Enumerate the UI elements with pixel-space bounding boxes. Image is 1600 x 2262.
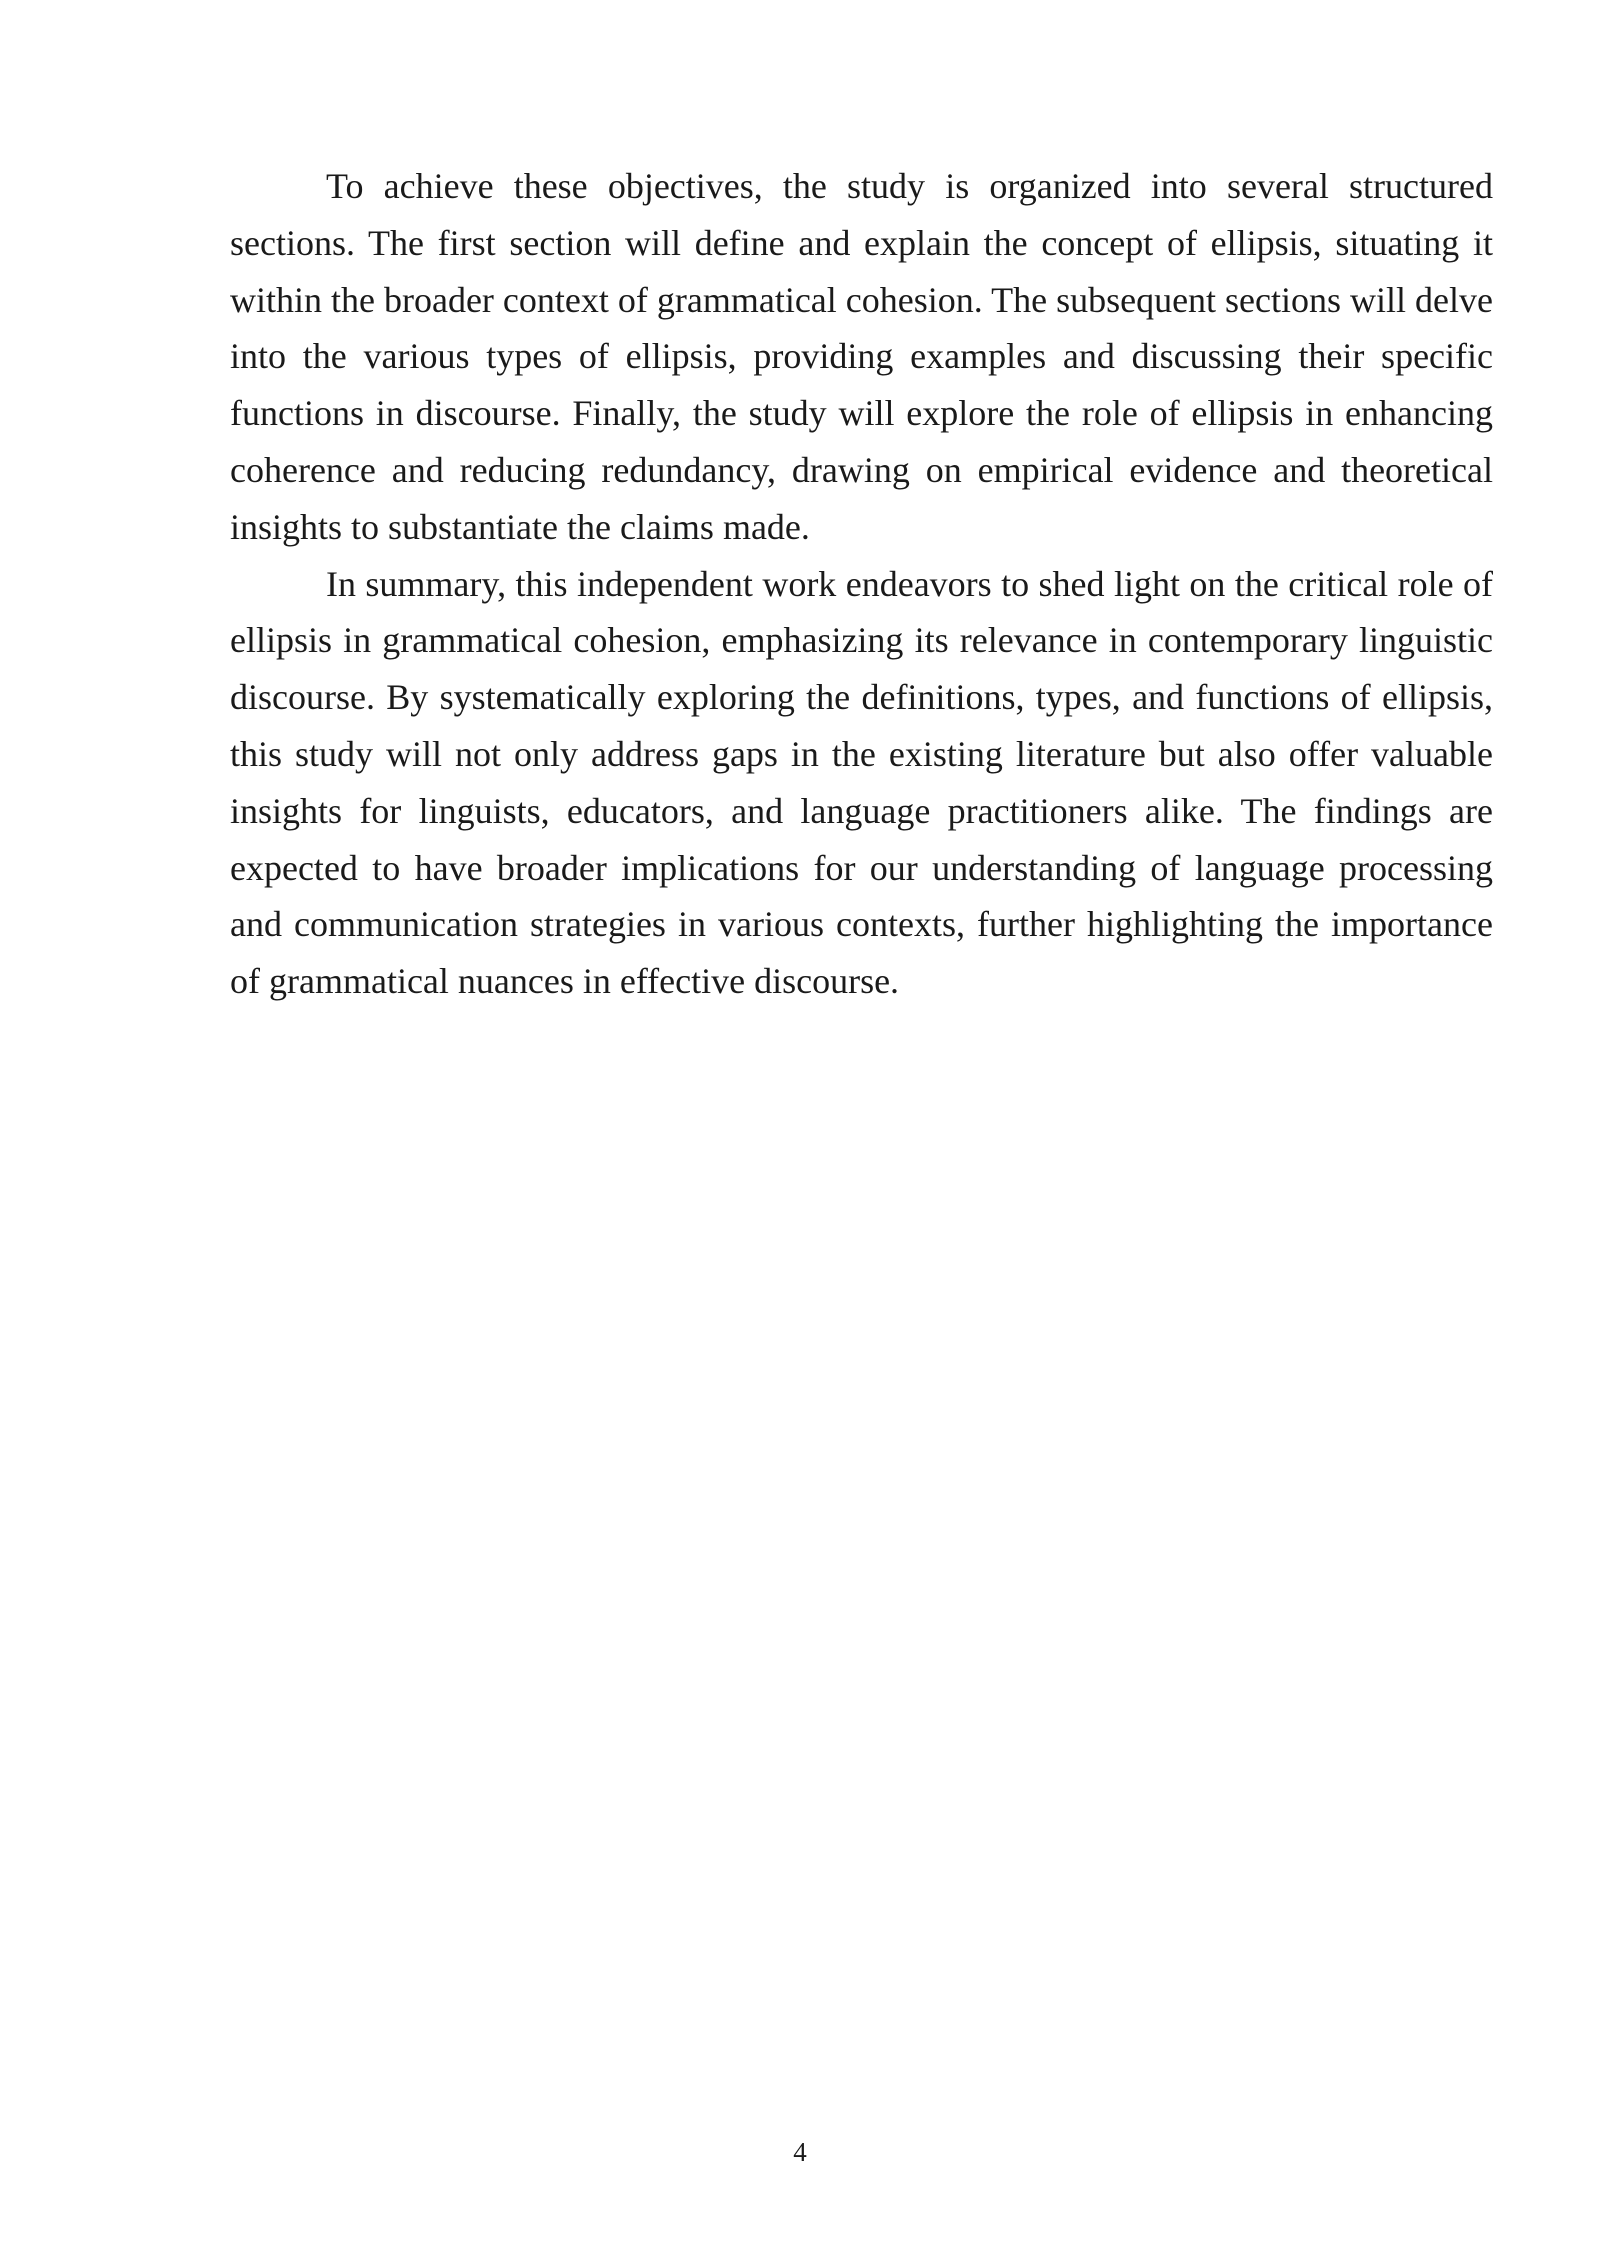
page-number: 4 <box>793 2137 807 2167</box>
paragraph-objectives: To achieve these objectives, the study is organized into several structured sections. The first section will define and explain the concept of ellipsis, situating it within the broader context of grammatical cohesion. The subsequent sections will delve into the various types of ellipsis, providing examples and discussing their specific functions in discourse. Finally, the study will explore the role of ellipsis in enhancing coherence and reducing redundancy, drawing on empirical evidence and theoretical insights to substantiate the claims made. <box>230 166 1493 547</box>
body-text <box>230 158 1493 1010</box>
paragraph-summary: In summary, this independent work endeavors to shed light on the critical role of ellipsis in grammatical cohesion, emphasizing its relevance in contemporary linguistic discourse. By systematically exploring the definitions, types, and functions of ellipsis, this study will not only address gaps in the existing literature but also offer valuable insights for linguists, educators, and language practitioners alike. The findings are expected to have broader implications for our understanding of language processing and communication strategies in various contexts, further highlighting the importance of grammatical nuances in effective discourse. <box>230 563 1493 1002</box>
